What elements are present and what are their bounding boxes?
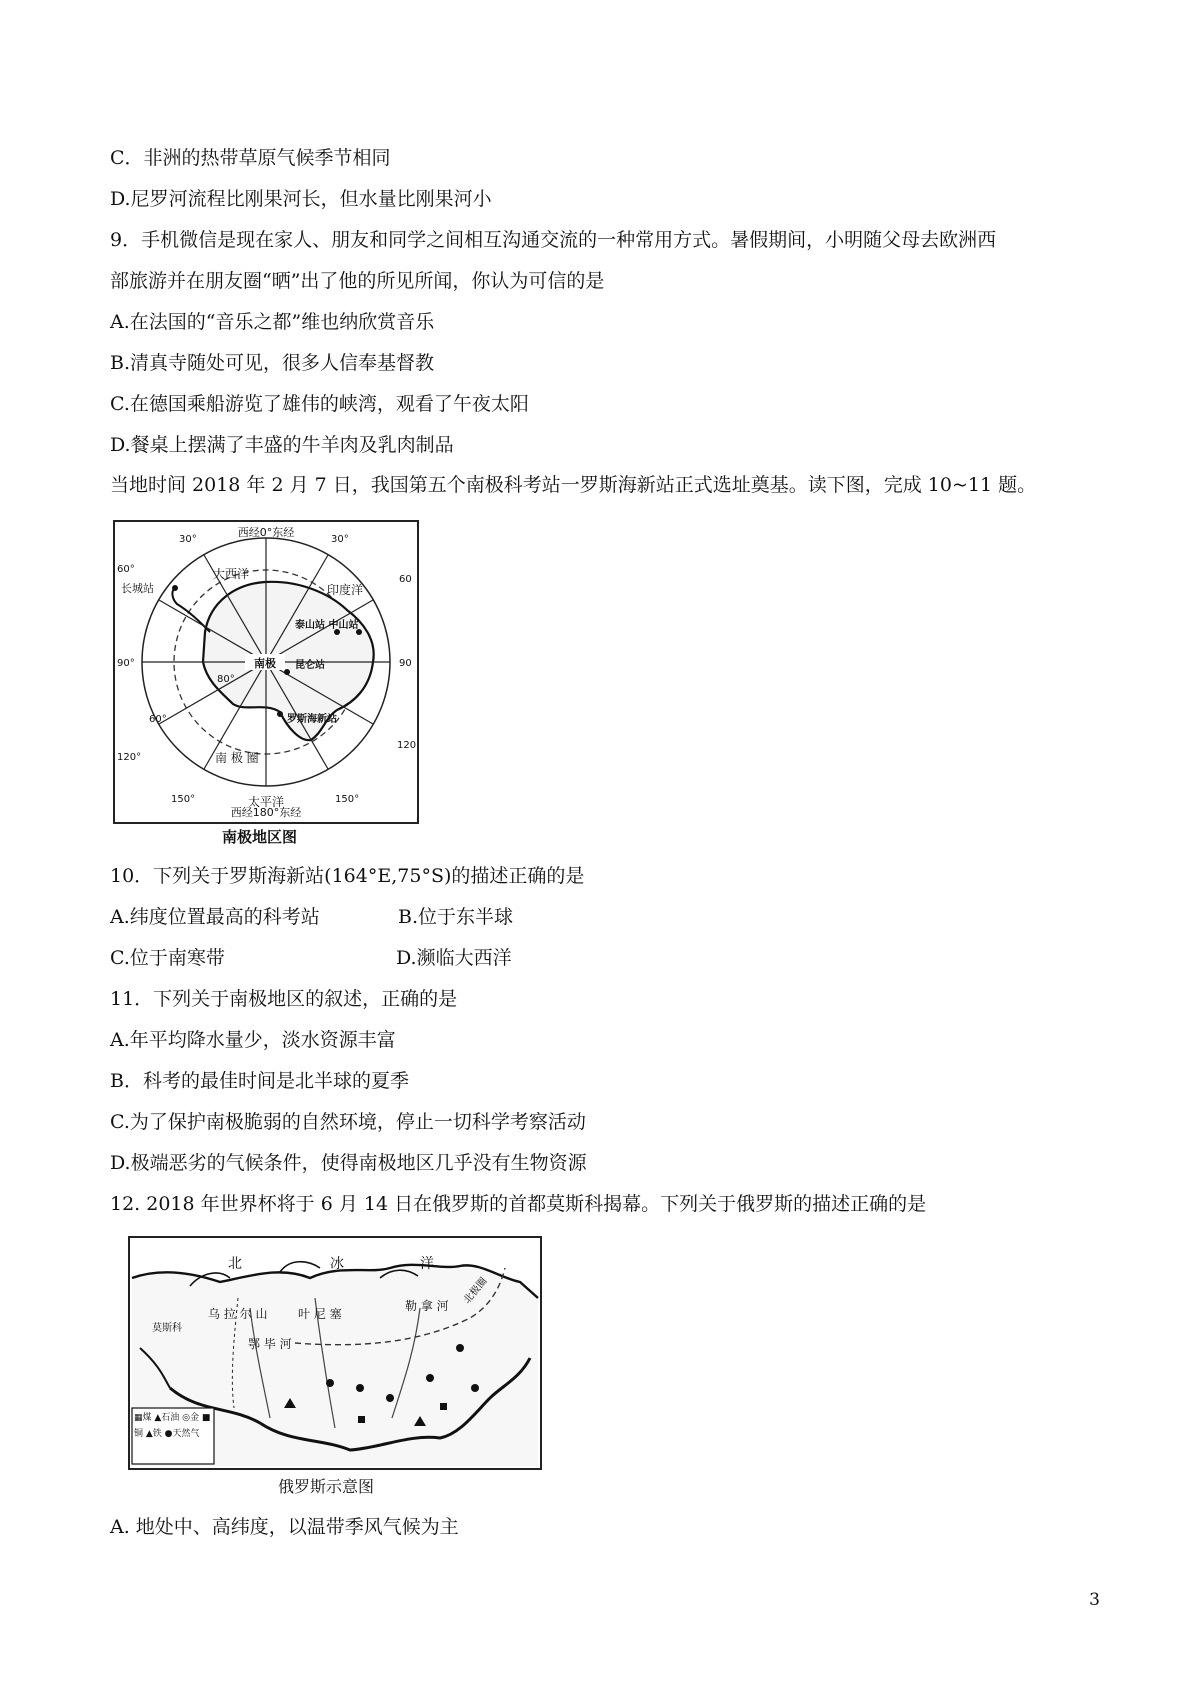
label-pole: 南极: [254, 657, 276, 670]
label-bei: 北: [228, 1256, 242, 1272]
label-kunlun: 昆仑站: [295, 660, 325, 671]
label-taishan-zhongshan: 泰山站 中山站: [295, 620, 359, 631]
q10-option-a: A.纬度位置最高的科考站: [110, 906, 320, 928]
russia-map-legend: ▦煤 ▲石油 ◎金 ■铜 ▲铁 ●天然气: [134, 1413, 211, 1439]
label-top-meridian: 西经0°东经: [237, 526, 295, 539]
label-deg150-left: 150°: [171, 794, 196, 805]
label-bing: 冰: [330, 1256, 344, 1272]
label-ural: 乌 拉 尔 山: [208, 1307, 268, 1321]
label-deg30-right: 30°: [331, 534, 349, 545]
label-yenisei: 叶 尼 塞: [298, 1307, 342, 1321]
label-deg120-right: 120: [397, 740, 417, 751]
q9-option-c: C.在德国乘船游览了雄伟的峡湾，观看了午夜太阳: [110, 393, 529, 415]
q11-option-d: D.极端恶劣的气候条件，使得南极地区几乎没有生物资源: [110, 1152, 587, 1174]
label-atlantic: 大西洋: [213, 567, 250, 581]
q12-stem: 12. 2018 年世界杯将于 6 月 14 日在俄罗斯的首都莫斯科揭幕。下列关于俄罗斯的描述正确的是: [110, 1193, 927, 1215]
q11-option-b: B．科考的最佳时间是北半球的夏季: [110, 1070, 409, 1092]
q10-option-c: C.位于南寒带: [110, 947, 225, 969]
q9-stem-line2: 部旅游并在朋友圈“晒”出了他的所见所闻，你认为可信的是: [110, 270, 605, 292]
russia-map: [128, 1236, 542, 1470]
russia-map-drawing: [130, 1238, 540, 1468]
label-deg90-right: 90: [399, 658, 412, 669]
q9-option-a: A.在法国的“音乐之都”维也纳欣赏音乐: [110, 311, 435, 333]
q8-option-c: C．非洲的热带草原气候季节相同: [110, 147, 391, 169]
label-deg60-left: 60°: [117, 564, 135, 575]
label-bottom-meridian: 西经180°东经: [230, 806, 302, 819]
label-deg120-left: 120°: [117, 752, 142, 763]
label-deg60-right: 60: [399, 574, 412, 585]
label-ob: 鄂 毕 河: [248, 1337, 292, 1351]
antarctic-map: [113, 520, 419, 824]
russia-map-caption: 俄罗斯示意图: [278, 1477, 375, 1496]
label-deg60-inner: 60°: [149, 714, 167, 725]
q11-option-a: A.年平均降水量少，淡水资源丰富: [110, 1029, 396, 1051]
label-arctic-circle: 北极圈: [461, 1275, 490, 1306]
label-pacific: 太平洋: [247, 795, 285, 809]
q8-option-d: D.尼罗河流程比刚果河长，但水量比刚果河小: [110, 188, 492, 210]
q11-stem: 11．下列关于南极地区的叙述，正确的是: [110, 988, 458, 1010]
label-deg30-left: 30°: [179, 534, 197, 545]
antarctic-map-caption: 南极地区图: [222, 828, 298, 846]
label-yang: 洋: [420, 1256, 434, 1272]
label-deg80: 80°: [217, 674, 235, 685]
label-deg150-right: 150°: [335, 794, 360, 805]
q10-option-b: B.位于东半球: [398, 906, 514, 928]
label-deg90-left: 90°: [117, 658, 135, 669]
q10-stem: 10．下列关于罗斯海新站(164°E,75°S)的描述正确的是: [110, 865, 585, 887]
label-ross-station: 罗斯海新站: [287, 714, 337, 725]
label-antarctic-circle: 南 极 圈: [215, 751, 259, 765]
intro-10-11: 当地时间 2018 年 2 月 7 日，我国第五个南极科考站一罗斯海新站正式选址奠基。读下图，完成 10~11 题。: [110, 474, 1037, 496]
antarctic-map-drawing: [115, 522, 417, 822]
q9-option-b: B.清真寺随处可见，很多人信奉基督教: [110, 352, 435, 374]
q12-option-a: A. 地处中、高纬度，以温带季风气候为主: [110, 1516, 459, 1538]
page-number: 3: [1089, 1590, 1100, 1610]
q11-option-c: C.为了保护南极脆弱的自然环境，停止一切科学考察活动: [110, 1111, 586, 1133]
q9-option-d: D.餐桌上摆满了丰盛的牛羊肉及乳肉制品: [110, 434, 454, 456]
q9-stem-line1: 9．手机微信是现在家人、朋友和同学之间相互沟通交流的一种常用方式。暑假期间，小明随父母去欧洲西: [110, 229, 997, 251]
label-lena: 勒 拿 河: [405, 1299, 449, 1313]
q10-option-d: D.濒临大西洋: [396, 947, 512, 969]
label-indian: 印度洋: [327, 583, 364, 597]
label-moscow: 莫斯科: [152, 1323, 182, 1334]
label-changcheng: 长城站: [121, 582, 154, 595]
